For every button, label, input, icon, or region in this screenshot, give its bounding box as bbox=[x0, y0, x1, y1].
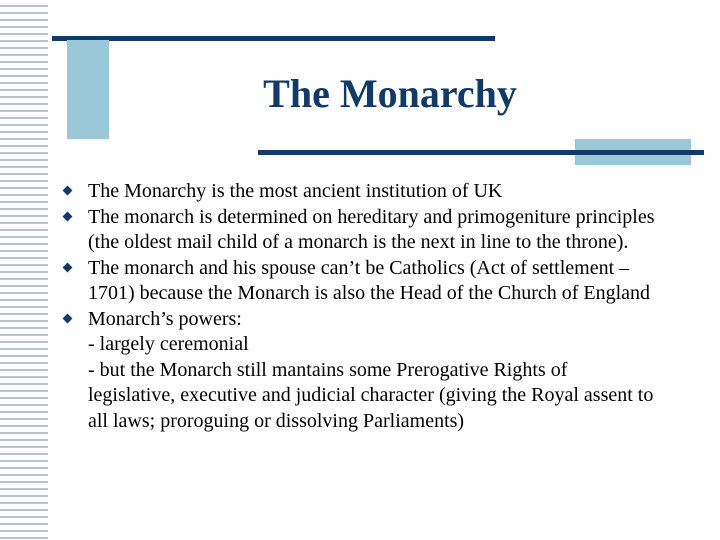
top-accent-bar bbox=[52, 36, 495, 41]
bullet-item bbox=[62, 205, 718, 256]
bullet-text: Monarch’s powers: bbox=[88, 307, 242, 330]
bullet-item bbox=[62, 307, 718, 333]
bullet-text: The Monarchy is the most ancient institution of UK bbox=[88, 180, 503, 202]
left-stripe-decoration bbox=[0, 0, 50, 540]
diamond-bullet-icon bbox=[63, 186, 73, 196]
slide-content bbox=[62, 179, 718, 434]
slide-title: The Monarchy bbox=[263, 71, 517, 116]
top-accent-block bbox=[67, 40, 109, 139]
sub-item: - but the Monarch still mantains some Prerogative Rights of bbox=[88, 358, 568, 381]
sub-item: all laws; proroguing or dissolving Parliaments) bbox=[88, 409, 465, 432]
bullet-item bbox=[62, 256, 718, 307]
bullet-text: The monarch and his spouse can’t be Catholics (Act of settlement – bbox=[88, 256, 630, 279]
diamond-bullet-icon bbox=[63, 211, 73, 221]
sub-item: legislative, executive and judicial character (giving the Royal assent to bbox=[88, 384, 654, 406]
diamond-bullet-icon bbox=[63, 262, 73, 272]
sub-item: - largely ceremonial bbox=[88, 333, 249, 355]
bullet-text: 1701) because the Monarch is also the Head of the Church of England bbox=[88, 282, 651, 304]
bottom-accent-bar-overlay bbox=[575, 150, 691, 155]
diamond-bullet-icon bbox=[63, 313, 73, 323]
powers-sublist bbox=[62, 332, 718, 434]
bullet-item bbox=[62, 179, 718, 205]
bullet-text: The monarch is determined on hereditary and primogeniture principles bbox=[88, 205, 655, 228]
bullet-text: (the oldest mail child of a monarch is the next in line to the throne). bbox=[88, 231, 629, 253]
